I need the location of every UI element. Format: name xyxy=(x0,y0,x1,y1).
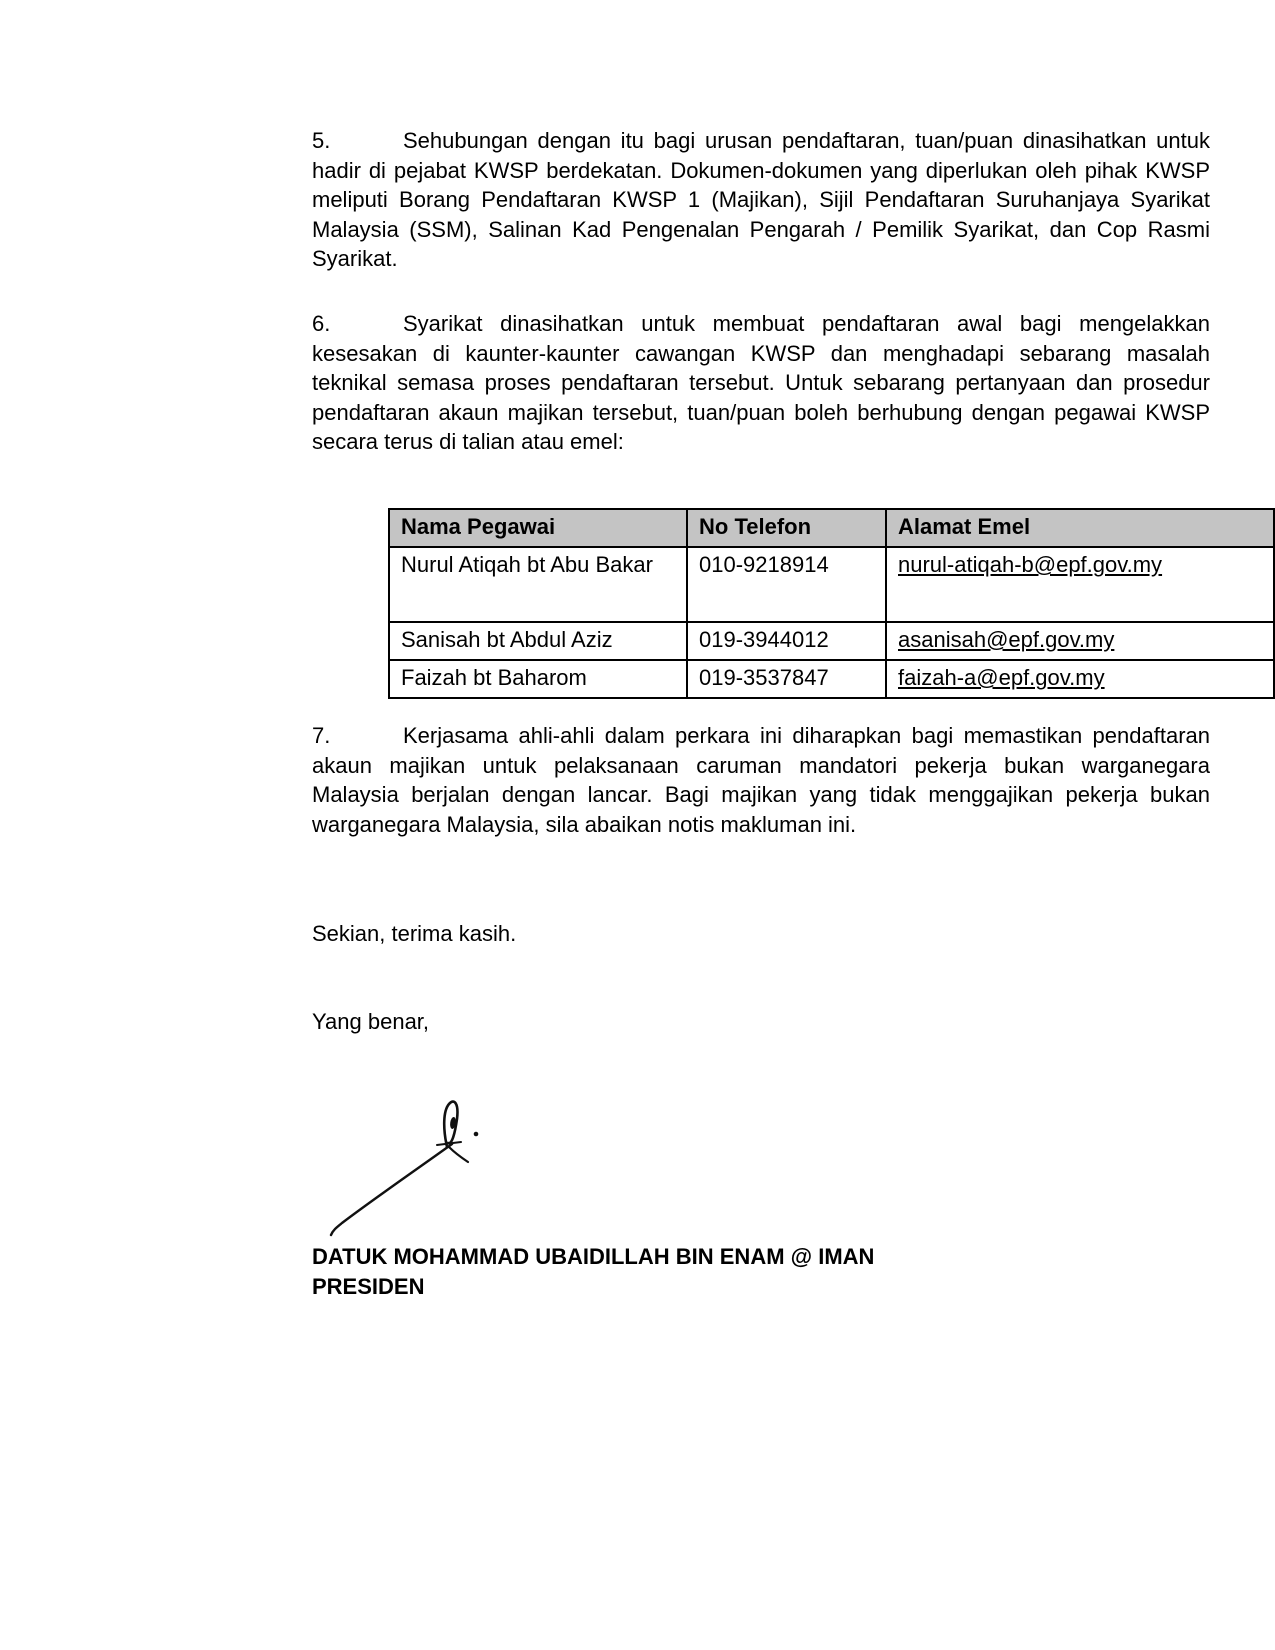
paragraph-5-text: Sehubungan dengan itu bagi urusan pendaftaran, tuan/puan dinasihatkan untuk hadir di pejabat KWSP berdekatan. Dokumen-dokumen yang diperlukan oleh pihak KWSP meliputi Borang Pendaftaran KWSP 1 (Majikan), Sijil Pendaftaran Suruhanjaya Syarikat Malaysia (SSM), Salinan Kad Pengenalan Pengarah / Pemilik Syarikat, dan Cop Rasmi Syarikat. xyxy=(312,128,1210,271)
paragraph-5-number: 5. xyxy=(312,128,331,153)
signatory-name: DATUK MOHAMMAD UBAIDILLAH BIN ENAM @ IMAN xyxy=(312,1244,875,1269)
officer-phone-cell: 019-3537847 xyxy=(687,660,886,698)
contact-table xyxy=(388,508,1275,699)
closing-thanks: Sekian, terima kasih. xyxy=(312,921,517,946)
signature xyxy=(320,1085,500,1245)
column-header-alamat-emel: Alamat Emel xyxy=(886,509,1274,547)
officer-name-cell: Nurul Atiqah bt Abu Bakar xyxy=(389,547,687,622)
signatory-title: PRESIDEN xyxy=(312,1274,425,1299)
officer-email-cell xyxy=(886,547,1274,622)
table-row xyxy=(389,622,1274,660)
paragraph-6 xyxy=(312,309,1210,457)
officer-name-cell: Faizah bt Baharom xyxy=(389,660,687,698)
officer-phone-cell: 010-9218914 xyxy=(687,547,886,622)
officer-email-cell xyxy=(886,660,1274,698)
paragraph-7-text: Kerjasama ahli-ahli dalam perkara ini diharapkan bagi memastikan pendaftaran akaun majikan untuk pelaksanaan caruman mandatori pekerja bukan warganegara Malaysia berjalan dengan lancar. Bagi majikan yang tidak menggajikan pekerja bukan warganegara Malaysia, sila abaikan notis makluman ini. xyxy=(312,723,1210,837)
closing-salutation: Yang benar, xyxy=(312,1009,430,1034)
officer-phone-cell: 019-3944012 xyxy=(687,622,886,660)
officer-name-cell: Sanisah bt Abdul Aziz xyxy=(389,622,687,660)
column-header-no-telefon: No Telefon xyxy=(687,509,886,547)
paragraph-7-number: 7. xyxy=(312,723,331,748)
table-header-row xyxy=(389,509,1274,547)
email-link[interactable]: faizah-a@epf.gov.my xyxy=(898,665,1105,690)
email-link[interactable]: asanisah@epf.gov.my xyxy=(898,627,1115,652)
paragraph-7 xyxy=(312,721,1210,839)
paragraph-5 xyxy=(312,126,1210,274)
officer-email-cell xyxy=(886,622,1274,660)
paragraph-6-text: Syarikat dinasihatkan untuk membuat pendaftaran awal bagi mengelakkan kesesakan di kaunter-kaunter cawangan KWSP dan menghadapi sebarang masalah teknikal semasa proses pendaftaran tersebut. Untuk sebarang pertanyaan dan prosedur pendaftaran akaun majikan tersebut, tuan/puan boleh berhubung dengan pegawai KWSP secara terus di talian atau emel: xyxy=(312,311,1210,454)
table-row xyxy=(389,660,1274,698)
paragraph-6-number: 6. xyxy=(312,311,331,336)
column-header-nama-pegawai: Nama Pegawai xyxy=(389,509,687,547)
signatory-block xyxy=(312,1242,1210,1302)
email-link[interactable]: nurul-atiqah-b@epf.gov.my xyxy=(898,552,1163,577)
table-row xyxy=(389,547,1274,622)
